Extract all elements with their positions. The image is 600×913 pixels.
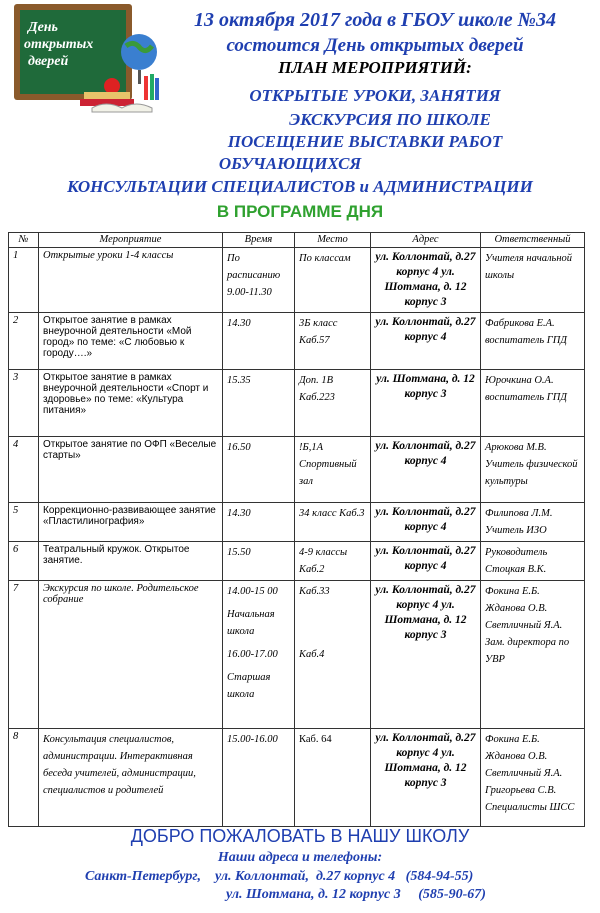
row-address: ул. Коллонтай, д.27 корпус 4 ул. Шотмана, д. 12 корпус 3 <box>371 248 481 313</box>
row-time <box>223 581 295 729</box>
row-responsible: Руководитель Стоцкая В.К. <box>481 542 585 581</box>
table-row <box>9 248 585 313</box>
row-time: 15.35 <box>223 370 295 437</box>
row-event: Открытое занятие по ОФП «Веселые старты» <box>39 437 223 503</box>
row-place: Каб. 64 <box>295 729 371 827</box>
row-num: 3 <box>9 370 39 437</box>
plan-item-lessons: ОТКРЫТЫЕ УРОКИ, ЗАНЯТИЯ <box>249 86 501 105</box>
time-slot-2-group: Старшая школа <box>227 672 271 700</box>
plan-item-exhibition-cont: ОБУЧАЮЩИХСЯ <box>218 154 362 173</box>
row-event: Открытое занятие в рамках внеурочной деятельности «Мой город» по теме: «С любовью к городу….» <box>39 313 223 370</box>
row-num: 2 <box>9 313 39 370</box>
row-time: 14.30 <box>223 503 295 542</box>
table-row <box>9 313 585 370</box>
table-row <box>9 729 585 827</box>
row-place: 3Б класс Каб.57 <box>295 313 371 370</box>
contact-address-2: ул. Шотмана, д. 12 корпус 3 (585-90-67) <box>226 887 486 902</box>
row-place: Доп. 1В Каб.223 <box>295 370 371 437</box>
row-num: 7 <box>9 581 39 729</box>
table-row <box>9 542 585 581</box>
row-num: 8 <box>9 729 39 827</box>
time-slot-2: 16.00-17.00 <box>227 649 278 660</box>
col-header-address: Адрес <box>371 233 481 248</box>
chalkboard-illustration <box>14 4 160 114</box>
place-1: Каб.33 <box>299 586 330 597</box>
table-row <box>9 503 585 542</box>
event-date-heading: 13 октября 2017 года в ГБОУ школе №34 <box>194 9 556 31</box>
row-address: ул. Коллонтай, д.27 корпус 4 ул. Шотмана, д. 12 корпус 3 <box>371 729 481 827</box>
event-title-heading: состоится День открытых дверей <box>226 35 524 56</box>
row-num: 1 <box>9 248 39 313</box>
row-place: 34 класс Каб.3 <box>295 503 371 542</box>
plan-item-consult: КОНСУЛЬТАЦИИ СПЕЦИАЛИСТОВ и АДМИНИСТРАЦИИ <box>67 177 533 196</box>
row-event: Открытое занятие в рамках внеурочной деятельности «Спорт и здоровье» по теме: «Культура питания» <box>39 370 223 437</box>
table-row <box>9 437 585 503</box>
row-place: 4-9 классы Каб.2 <box>295 542 371 581</box>
col-header-num: № <box>9 233 39 248</box>
row-place <box>295 581 371 729</box>
row-place: По классам <box>295 248 371 313</box>
row-responsible: Учителя начальной школы <box>481 248 585 313</box>
program-heading: В ПРОГРАММЕ ДНЯ <box>216 202 384 221</box>
table-header-row <box>9 233 585 248</box>
plan-item-tour: ЭКСКУРСИЯ ПО ШКОЛЕ <box>289 110 491 129</box>
col-header-place: Место <box>295 233 371 248</box>
row-responsible: Юрочкина О.А. воспитатель ГПД <box>481 370 585 437</box>
schedule-table <box>8 232 585 827</box>
row-responsible: Фокина Е.Б. Жданова О.В. Светличный Я.А. Зам. директора по УВР <box>481 581 585 729</box>
contacts-title: Наши адреса и телефоны: <box>217 850 383 865</box>
contact-address-1: Санкт-Петербург, ул. Коллонтай, д.27 корпус 4 (584-94-55) <box>85 869 474 884</box>
board-text-2: открытых <box>24 37 94 52</box>
row-event: Открытые уроки 1-4 классы <box>39 248 223 313</box>
time-slot-1: 14.00-15 00 <box>227 586 278 597</box>
row-event: Театральный кружок. Открытое занятие. <box>39 542 223 581</box>
board-text-1: День <box>28 20 58 35</box>
col-header-responsible: Ответственный <box>481 233 585 248</box>
time-slot-1-group: Начальная школа <box>227 609 275 637</box>
row-time: 16.50 <box>223 437 295 503</box>
row-time: По расписанию 9.00-11.30 <box>223 248 295 313</box>
row-responsible: Фокина Е.Б. Жданова О.В. Светличный Я.А. Григорьева С.В. Специалисты ШСС <box>481 729 585 827</box>
row-responsible: Филипова Л.М. Учитель ИЗО <box>481 503 585 542</box>
row-time: 15.00-16.00 <box>223 729 295 827</box>
plan-heading: ПЛАН МЕРОПРИЯТИЙ: <box>278 58 472 77</box>
place-2: Каб.4 <box>299 649 325 660</box>
row-address: ул. Коллонтай, д.27 корпус 4 ул. Шотмана, д. 12 корпус 3 <box>371 581 481 729</box>
row-event: Консультация специалистов, администрации. Интерактивная беседа учителей, администрации, специалистов и родителей <box>39 729 223 827</box>
table-row <box>9 581 585 729</box>
welcome-banner: ДОБРО ПОЖАЛОВАТЬ В НАШУ ШКОЛУ <box>130 826 470 846</box>
board-text-3: дверей <box>28 54 69 69</box>
row-address: ул. Коллонтай, д.27 корпус 4 <box>371 313 481 370</box>
row-num: 4 <box>9 437 39 503</box>
row-num: 5 <box>9 503 39 542</box>
col-header-event: Мероприятие <box>39 233 223 248</box>
row-time: 14.30 <box>223 313 295 370</box>
row-time: 15.50 <box>223 542 295 581</box>
row-event: Экскурсия по школе. Родительское собрание <box>39 581 223 729</box>
table-row <box>9 370 585 437</box>
plan-item-exhibition: ПОСЕЩЕНИЕ ВЫСТАВКИ РАБОТ <box>227 132 503 151</box>
apple-icon <box>104 78 120 94</box>
row-address: ул. Коллонтай, д.27 корпус 4 <box>371 503 481 542</box>
row-num: 6 <box>9 542 39 581</box>
row-responsible: Арюкова М.В. Учитель физической культуры <box>481 437 585 503</box>
row-address: ул. Коллонтай, д.27 корпус 4 <box>371 437 481 503</box>
row-address: ул. Шотмана, д. 12 корпус 3 <box>371 370 481 437</box>
row-place: !Б,1А Спортивный зал <box>295 437 371 503</box>
row-responsible: Фабрикова Е.А. воспитатель ГПД <box>481 313 585 370</box>
col-header-time: Время <box>223 233 295 248</box>
row-address: ул. Коллонтай, д.27 корпус 4 <box>371 542 481 581</box>
row-event: Коррекционно-развивающее занятие «Пластилинография» <box>39 503 223 542</box>
